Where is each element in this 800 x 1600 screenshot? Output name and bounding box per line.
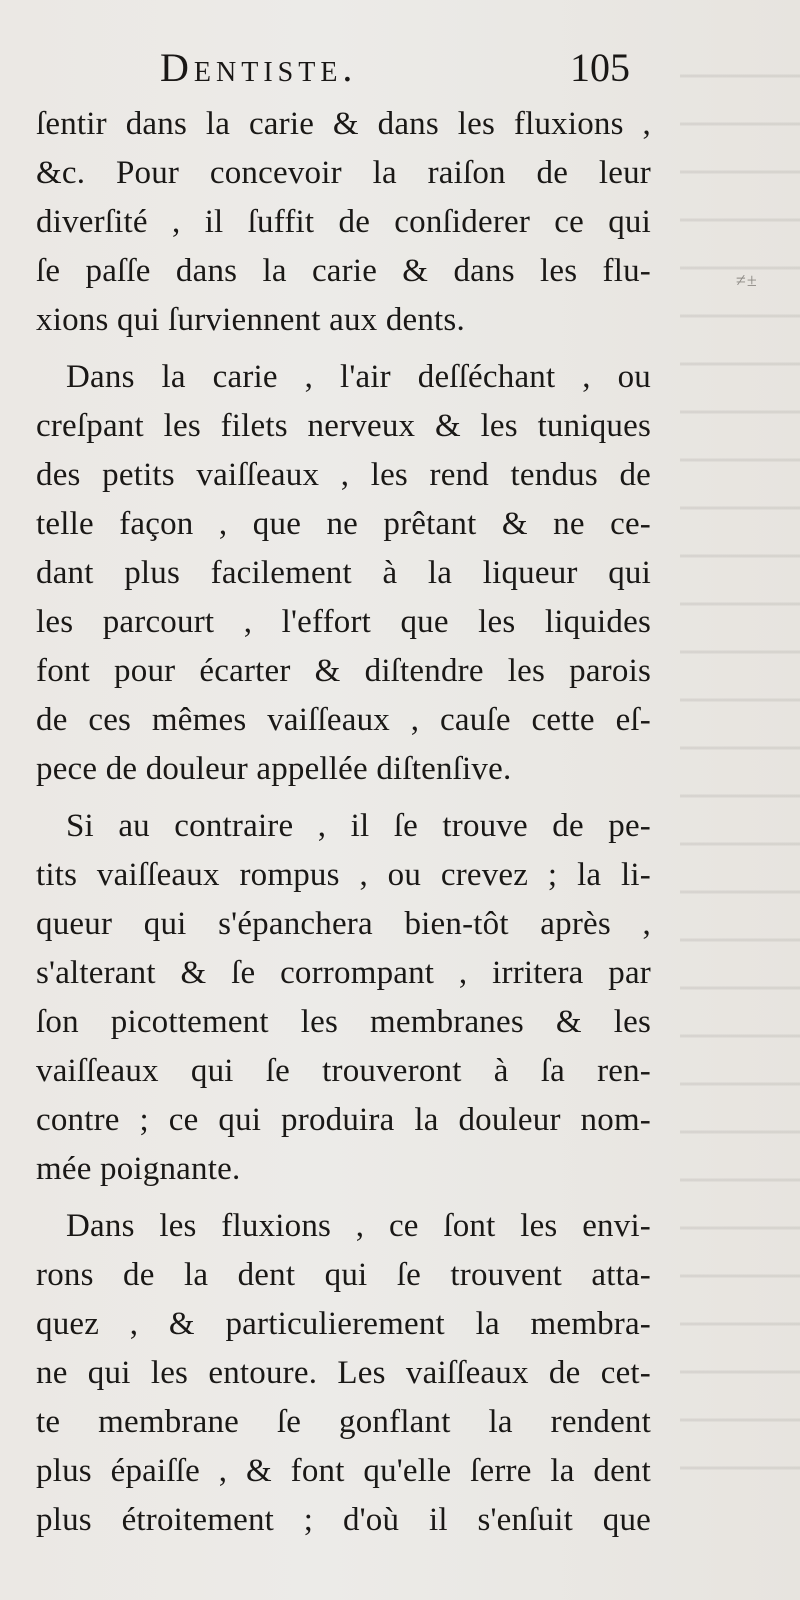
page-header [160, 44, 660, 104]
text-line: Dans les fluxions , ce ſont les envi- [66, 1208, 651, 1244]
text-line: &c. Pour concevoir la raiſon de leur [36, 155, 651, 191]
text-line: des petits vaiſſeaux , les rend tendus de [36, 457, 651, 493]
text-line: creſpant les filets nerveux & les tuniques [36, 408, 651, 444]
text-line: tits vaiſſeaux rompus , ou crevez ; la li- [36, 857, 651, 893]
page-number: 105 [570, 45, 630, 90]
text-line: rons de la dent qui ſe trouvent atta- [36, 1257, 651, 1293]
text-line: Si au contraire , il ſe trouve de pe- [66, 808, 651, 844]
text-line: dant plus facilement à la liqueur qui [36, 555, 651, 591]
text-line: de ces mêmes vaiſſeaux , cauſe cette eſ- [36, 702, 651, 738]
text-line: s'alterant & ſe corrompant , irritera par [36, 955, 651, 991]
text-line: diverſité , il ſuffit de conſiderer ce qui [36, 204, 651, 240]
text-line: plus épaiſſe , & font qu'elle ſerre la dent [36, 1453, 651, 1489]
text-line: pece de douleur appellée diſtenſive. [36, 751, 512, 787]
text-line: ſe paſſe dans la carie & dans les flu- [36, 253, 651, 289]
text-line: les parcourt , l'effort que les liquides [36, 604, 651, 640]
text-line: queur qui s'épanchera bien-tôt après , [36, 906, 651, 942]
text-line: contre ; ce qui produira la douleur nom- [36, 1102, 651, 1138]
running-title: Dentiste. [160, 45, 358, 90]
text-line: Dans la carie , l'air deſſéchant , ou [66, 359, 651, 395]
paragraph-gap [36, 345, 651, 353]
text-line: telle façon , que ne prêtant & ne ce- [36, 506, 651, 542]
text-line: mée poignante. [36, 1151, 241, 1187]
text-line: quez , & particulierement la membra- [36, 1306, 651, 1342]
paragraph-gap [36, 794, 651, 802]
text-line: plus étroitement ; d'où il s'enſuit que [36, 1502, 651, 1538]
text-line: font pour écarter & diſtendre les parois [36, 653, 651, 689]
text-line: vaiſſeaux qui ſe trouveront à ſa ren- [36, 1053, 651, 1089]
margin-mark: ≠± [736, 270, 758, 290]
text-line: xions qui ſurviennent aux dents. [36, 302, 465, 338]
bleed-through-shading [680, 40, 800, 1480]
text-line: te membrane ſe gonflant la rendent [36, 1404, 651, 1440]
text-line: ne qui les entoure. Les vaiſſeaux de cet- [36, 1355, 651, 1391]
text-line: ſentir dans la carie & dans les fluxions , [36, 106, 651, 142]
body-text [36, 100, 651, 1545]
paragraph-gap [36, 1194, 651, 1202]
text-line: ſon picottement les membranes & les [36, 1004, 651, 1040]
